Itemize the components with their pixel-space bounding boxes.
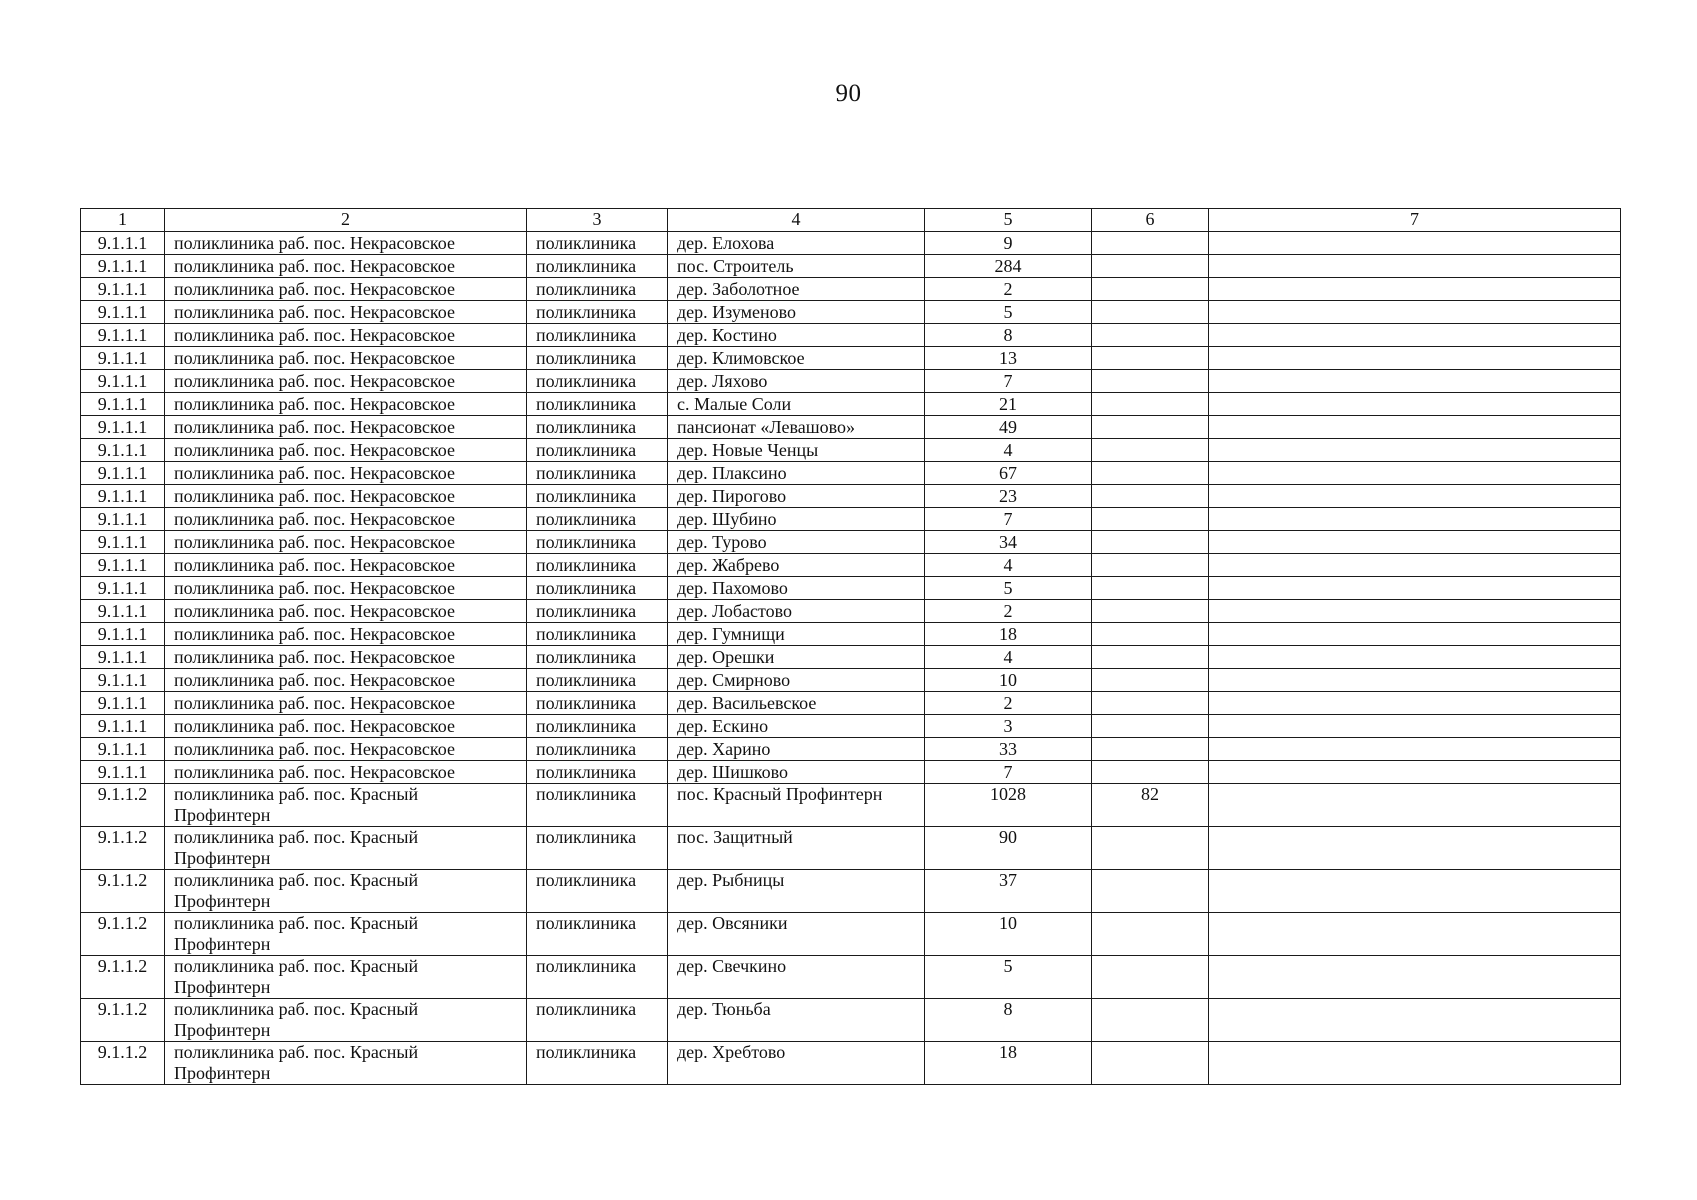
cell-col-2: поликлиника раб. пос. Красный Профинтерн xyxy=(165,913,527,956)
cell-col-4: пос. Защитный xyxy=(668,827,925,870)
cell-col-4: дер. Заболотное xyxy=(668,278,925,301)
table-row xyxy=(81,761,1621,784)
cell-col-1: 9.1.1.2 xyxy=(81,913,165,956)
table-row xyxy=(81,646,1621,669)
cell-col-5: 67 xyxy=(925,462,1092,485)
cell-col-1: 9.1.1.2 xyxy=(81,870,165,913)
table-row xyxy=(81,692,1621,715)
cell-col-3: поликлиника xyxy=(527,531,668,554)
cell-col-3: поликлиника xyxy=(527,827,668,870)
cell-col-2: поликлиника раб. пос. Некрасовское xyxy=(165,255,527,278)
cell-col-1: 9.1.1.1 xyxy=(81,255,165,278)
cell-col-4: дер. Елохова xyxy=(668,232,925,255)
cell-col-2: поликлиника раб. пос. Некрасовское xyxy=(165,692,527,715)
table-row xyxy=(81,669,1621,692)
cell-col-2: поликлиника раб. пос. Некрасовское xyxy=(165,393,527,416)
cell-col-1: 9.1.1.1 xyxy=(81,462,165,485)
cell-col-7 xyxy=(1209,301,1621,324)
cell-col-6: 82 xyxy=(1092,784,1209,827)
cell-col-7 xyxy=(1209,370,1621,393)
cell-col-1: 9.1.1.2 xyxy=(81,1042,165,1085)
cell-col-4: дер. Хребтово xyxy=(668,1042,925,1085)
cell-col-2: поликлиника раб. пос. Красный Профинтерн xyxy=(165,999,527,1042)
cell-col-2: поликлиника раб. пос. Красный Профинтерн xyxy=(165,1042,527,1085)
cell-col-6 xyxy=(1092,956,1209,999)
cell-col-3: поликлиника xyxy=(527,439,668,462)
cell-col-5: 7 xyxy=(925,761,1092,784)
cell-col-5: 5 xyxy=(925,301,1092,324)
cell-col-2: поликлиника раб. пос. Некрасовское xyxy=(165,600,527,623)
table-row xyxy=(81,416,1621,439)
cell-col-6 xyxy=(1092,462,1209,485)
cell-col-7 xyxy=(1209,531,1621,554)
cell-col-5: 9 xyxy=(925,232,1092,255)
cell-col-4: дер. Новые Ченцы xyxy=(668,439,925,462)
cell-col-7 xyxy=(1209,232,1621,255)
cell-col-4: дер. Тюньба xyxy=(668,999,925,1042)
cell-col-6 xyxy=(1092,827,1209,870)
table-row xyxy=(81,347,1621,370)
cell-col-7 xyxy=(1209,324,1621,347)
cell-col-7 xyxy=(1209,416,1621,439)
cell-col-2: поликлиника раб. пос. Некрасовское xyxy=(165,531,527,554)
cell-col-1: 9.1.1.1 xyxy=(81,669,165,692)
column-header-4: 4 xyxy=(668,209,925,232)
cell-col-7 xyxy=(1209,761,1621,784)
cell-col-1: 9.1.1.1 xyxy=(81,232,165,255)
cell-col-6 xyxy=(1092,485,1209,508)
cell-col-1: 9.1.1.2 xyxy=(81,784,165,827)
cell-col-5: 8 xyxy=(925,999,1092,1042)
cell-col-1: 9.1.1.2 xyxy=(81,999,165,1042)
cell-col-6 xyxy=(1092,416,1209,439)
cell-col-3: поликлиника xyxy=(527,669,668,692)
cell-col-7 xyxy=(1209,913,1621,956)
cell-col-5: 18 xyxy=(925,623,1092,646)
cell-col-6 xyxy=(1092,347,1209,370)
table-row xyxy=(81,827,1621,870)
cell-col-5: 18 xyxy=(925,1042,1092,1085)
cell-col-2: поликлиника раб. пос. Некрасовское xyxy=(165,232,527,255)
cell-col-6 xyxy=(1092,646,1209,669)
cell-col-2: поликлиника раб. пос. Некрасовское xyxy=(165,669,527,692)
cell-col-4: дер. Лобастово xyxy=(668,600,925,623)
cell-col-5: 5 xyxy=(925,577,1092,600)
cell-col-3: поликлиника xyxy=(527,255,668,278)
cell-col-7 xyxy=(1209,600,1621,623)
cell-col-6 xyxy=(1092,1042,1209,1085)
cell-col-7 xyxy=(1209,692,1621,715)
cell-col-5: 23 xyxy=(925,485,1092,508)
cell-col-6 xyxy=(1092,669,1209,692)
cell-col-2: поликлиника раб. пос. Красный Профинтерн xyxy=(165,870,527,913)
column-header-3: 3 xyxy=(527,209,668,232)
cell-col-1: 9.1.1.1 xyxy=(81,370,165,393)
cell-col-3: поликлиника xyxy=(527,761,668,784)
cell-col-5: 3 xyxy=(925,715,1092,738)
table-row xyxy=(81,439,1621,462)
cell-col-1: 9.1.1.1 xyxy=(81,393,165,416)
cell-col-2: поликлиника раб. пос. Некрасовское xyxy=(165,439,527,462)
cell-col-5: 49 xyxy=(925,416,1092,439)
cell-col-3: поликлиника xyxy=(527,393,668,416)
cell-col-5: 284 xyxy=(925,255,1092,278)
cell-col-6 xyxy=(1092,393,1209,416)
cell-col-5: 4 xyxy=(925,554,1092,577)
cell-col-4: дер. Шубино xyxy=(668,508,925,531)
cell-col-3: поликлиника xyxy=(527,485,668,508)
page-number: 90 xyxy=(835,80,862,107)
cell-col-1: 9.1.1.1 xyxy=(81,301,165,324)
table-row xyxy=(81,715,1621,738)
cell-col-7 xyxy=(1209,715,1621,738)
cell-col-5: 4 xyxy=(925,439,1092,462)
cell-col-4: дер. Костино xyxy=(668,324,925,347)
cell-col-2: поликлиника раб. пос. Некрасовское xyxy=(165,715,527,738)
cell-col-2: поликлиника раб. пос. Некрасовское xyxy=(165,508,527,531)
table-row xyxy=(81,531,1621,554)
cell-col-2: поликлиника раб. пос. Некрасовское xyxy=(165,623,527,646)
cell-col-3: поликлиника xyxy=(527,301,668,324)
cell-col-3: поликлиника xyxy=(527,324,668,347)
cell-col-7 xyxy=(1209,508,1621,531)
table-row xyxy=(81,870,1621,913)
cell-col-7 xyxy=(1209,646,1621,669)
cell-col-1: 9.1.1.1 xyxy=(81,554,165,577)
table-row xyxy=(81,600,1621,623)
table-body xyxy=(81,232,1621,1085)
cell-col-1: 9.1.1.1 xyxy=(81,485,165,508)
table-row xyxy=(81,1042,1621,1085)
cell-col-2: поликлиника раб. пос. Некрасовское xyxy=(165,646,527,669)
cell-col-2: поликлиника раб. пос. Некрасовское xyxy=(165,370,527,393)
cell-col-6 xyxy=(1092,232,1209,255)
cell-col-3: поликлиника xyxy=(527,554,668,577)
cell-col-2: поликлиника раб. пос. Некрасовское xyxy=(165,416,527,439)
cell-col-4: дер. Смирново xyxy=(668,669,925,692)
cell-col-4: дер. Ляхово xyxy=(668,370,925,393)
table-row xyxy=(81,956,1621,999)
column-header-6: 6 xyxy=(1092,209,1209,232)
cell-col-5: 1028 xyxy=(925,784,1092,827)
cell-col-6 xyxy=(1092,738,1209,761)
cell-col-1: 9.1.1.1 xyxy=(81,439,165,462)
cell-col-3: поликлиника xyxy=(527,692,668,715)
cell-col-4: дер. Жабрево xyxy=(668,554,925,577)
cell-col-6 xyxy=(1092,913,1209,956)
cell-col-3: поликлиника xyxy=(527,347,668,370)
cell-col-2: поликлиника раб. пос. Некрасовское xyxy=(165,347,527,370)
cell-col-4: пансионат «Левашово» xyxy=(668,416,925,439)
cell-col-4: дер. Рыбницы xyxy=(668,870,925,913)
cell-col-3: поликлиника xyxy=(527,738,668,761)
cell-col-5: 34 xyxy=(925,531,1092,554)
cell-col-6 xyxy=(1092,324,1209,347)
cell-col-7 xyxy=(1209,870,1621,913)
cell-col-6 xyxy=(1092,870,1209,913)
cell-col-1: 9.1.1.2 xyxy=(81,956,165,999)
cell-col-6 xyxy=(1092,554,1209,577)
column-header-7: 7 xyxy=(1209,209,1621,232)
cell-col-7 xyxy=(1209,623,1621,646)
cell-col-6 xyxy=(1092,692,1209,715)
table-row xyxy=(81,999,1621,1042)
cell-col-5: 33 xyxy=(925,738,1092,761)
table-row xyxy=(81,623,1621,646)
cell-col-1: 9.1.1.1 xyxy=(81,692,165,715)
cell-col-2: поликлиника раб. пос. Некрасовское xyxy=(165,485,527,508)
cell-col-4: дер. Харино xyxy=(668,738,925,761)
cell-col-4: дер. Ескино xyxy=(668,715,925,738)
cell-col-3: поликлиника xyxy=(527,999,668,1042)
cell-col-2: поликлиника раб. пос. Некрасовское xyxy=(165,301,527,324)
table-row xyxy=(81,370,1621,393)
table-row xyxy=(81,738,1621,761)
cell-col-7 xyxy=(1209,827,1621,870)
table-row xyxy=(81,393,1621,416)
cell-col-7 xyxy=(1209,554,1621,577)
cell-col-7 xyxy=(1209,278,1621,301)
table-row xyxy=(81,462,1621,485)
cell-col-3: поликлиника xyxy=(527,784,668,827)
cell-col-6 xyxy=(1092,531,1209,554)
cell-col-5: 13 xyxy=(925,347,1092,370)
cell-col-2: поликлиника раб. пос. Некрасовское xyxy=(165,462,527,485)
cell-col-6 xyxy=(1092,370,1209,393)
cell-col-7 xyxy=(1209,577,1621,600)
document-table xyxy=(80,208,1621,1085)
cell-col-4: дер. Овсяники xyxy=(668,913,925,956)
cell-col-4: дер. Орешки xyxy=(668,646,925,669)
cell-col-3: поликлиника xyxy=(527,416,668,439)
cell-col-3: поликлиника xyxy=(527,870,668,913)
cell-col-4: дер. Изуменово xyxy=(668,301,925,324)
table-row xyxy=(81,301,1621,324)
cell-col-5: 5 xyxy=(925,956,1092,999)
cell-col-1: 9.1.1.1 xyxy=(81,623,165,646)
cell-col-3: поликлиника xyxy=(527,913,668,956)
cell-col-1: 9.1.1.1 xyxy=(81,646,165,669)
cell-col-5: 21 xyxy=(925,393,1092,416)
cell-col-3: поликлиника xyxy=(527,715,668,738)
cell-col-7 xyxy=(1209,347,1621,370)
cell-col-6 xyxy=(1092,999,1209,1042)
cell-col-7 xyxy=(1209,669,1621,692)
cell-col-2: поликлиника раб. пос. Красный Профинтерн xyxy=(165,784,527,827)
table-row xyxy=(81,554,1621,577)
cell-col-5: 2 xyxy=(925,600,1092,623)
cell-col-7 xyxy=(1209,439,1621,462)
cell-col-3: поликлиника xyxy=(527,956,668,999)
table-row xyxy=(81,913,1621,956)
cell-col-4: дер. Шишково xyxy=(668,761,925,784)
cell-col-3: поликлиника xyxy=(527,600,668,623)
cell-col-5: 7 xyxy=(925,370,1092,393)
cell-col-2: поликлиника раб. пос. Некрасовское xyxy=(165,738,527,761)
cell-col-6 xyxy=(1092,508,1209,531)
cell-col-6 xyxy=(1092,439,1209,462)
column-header-2: 2 xyxy=(165,209,527,232)
cell-col-5: 37 xyxy=(925,870,1092,913)
table-row xyxy=(81,508,1621,531)
cell-col-3: поликлиника xyxy=(527,577,668,600)
cell-col-5: 10 xyxy=(925,913,1092,956)
cell-col-1: 9.1.1.1 xyxy=(81,531,165,554)
cell-col-5: 90 xyxy=(925,827,1092,870)
cell-col-4: дер. Васильевское xyxy=(668,692,925,715)
cell-col-4: пос. Красный Профинтерн xyxy=(668,784,925,827)
cell-col-2: поликлиника раб. пос. Некрасовское xyxy=(165,577,527,600)
cell-col-3: поликлиника xyxy=(527,370,668,393)
cell-col-5: 10 xyxy=(925,669,1092,692)
cell-col-3: поликлиника xyxy=(527,278,668,301)
cell-col-6 xyxy=(1092,715,1209,738)
cell-col-7 xyxy=(1209,485,1621,508)
cell-col-7 xyxy=(1209,462,1621,485)
cell-col-1: 9.1.1.1 xyxy=(81,715,165,738)
cell-col-2: поликлиника раб. пос. Некрасовское xyxy=(165,761,527,784)
cell-col-2: поликлиника раб. пос. Некрасовское xyxy=(165,324,527,347)
cell-col-6 xyxy=(1092,623,1209,646)
cell-col-4: с. Малые Соли xyxy=(668,393,925,416)
cell-col-1: 9.1.1.1 xyxy=(81,761,165,784)
table-row xyxy=(81,784,1621,827)
cell-col-2: поликлиника раб. пос. Красный Профинтерн xyxy=(165,827,527,870)
cell-col-4: дер. Гумнищи xyxy=(668,623,925,646)
cell-col-7 xyxy=(1209,1042,1621,1085)
cell-col-7 xyxy=(1209,738,1621,761)
cell-col-4: дер. Турово xyxy=(668,531,925,554)
cell-col-7 xyxy=(1209,956,1621,999)
cell-col-1: 9.1.1.1 xyxy=(81,416,165,439)
cell-col-6 xyxy=(1092,278,1209,301)
cell-col-1: 9.1.1.1 xyxy=(81,508,165,531)
column-header-1: 1 xyxy=(81,209,165,232)
cell-col-5: 4 xyxy=(925,646,1092,669)
cell-col-5: 2 xyxy=(925,692,1092,715)
cell-col-1: 9.1.1.1 xyxy=(81,600,165,623)
cell-col-3: поликлиника xyxy=(527,462,668,485)
cell-col-6 xyxy=(1092,255,1209,278)
cell-col-1: 9.1.1.1 xyxy=(81,324,165,347)
cell-col-1: 9.1.1.1 xyxy=(81,738,165,761)
cell-col-7 xyxy=(1209,393,1621,416)
cell-col-1: 9.1.1.2 xyxy=(81,827,165,870)
cell-col-2: поликлиника раб. пос. Некрасовское xyxy=(165,278,527,301)
cell-col-1: 9.1.1.1 xyxy=(81,347,165,370)
cell-col-1: 9.1.1.1 xyxy=(81,577,165,600)
cell-col-1: 9.1.1.1 xyxy=(81,278,165,301)
cell-col-3: поликлиника xyxy=(527,1042,668,1085)
cell-col-2: поликлиника раб. пос. Некрасовское xyxy=(165,554,527,577)
cell-col-3: поликлиника xyxy=(527,232,668,255)
table-row xyxy=(81,324,1621,347)
cell-col-4: дер. Плаксино xyxy=(668,462,925,485)
cell-col-6 xyxy=(1092,761,1209,784)
table-row xyxy=(81,232,1621,255)
cell-col-5: 7 xyxy=(925,508,1092,531)
cell-col-6 xyxy=(1092,600,1209,623)
table-row xyxy=(81,255,1621,278)
cell-col-7 xyxy=(1209,784,1621,827)
header-row xyxy=(81,209,1621,232)
cell-col-6 xyxy=(1092,577,1209,600)
cell-col-3: поликлиника xyxy=(527,623,668,646)
cell-col-5: 2 xyxy=(925,278,1092,301)
cell-col-4: дер. Пахомово xyxy=(668,577,925,600)
cell-col-6 xyxy=(1092,301,1209,324)
cell-col-4: пос. Строитель xyxy=(668,255,925,278)
cell-col-7 xyxy=(1209,999,1621,1042)
table-row xyxy=(81,577,1621,600)
cell-col-5: 8 xyxy=(925,324,1092,347)
cell-col-4: дер. Климовское xyxy=(668,347,925,370)
cell-col-7 xyxy=(1209,255,1621,278)
table-row xyxy=(81,485,1621,508)
cell-col-4: дер. Свечкино xyxy=(668,956,925,999)
cell-col-2: поликлиника раб. пос. Красный Профинтерн xyxy=(165,956,527,999)
cell-col-3: поликлиника xyxy=(527,646,668,669)
table-row xyxy=(81,278,1621,301)
cell-col-4: дер. Пирогово xyxy=(668,485,925,508)
cell-col-3: поликлиника xyxy=(527,508,668,531)
column-header-5: 5 xyxy=(925,209,1092,232)
